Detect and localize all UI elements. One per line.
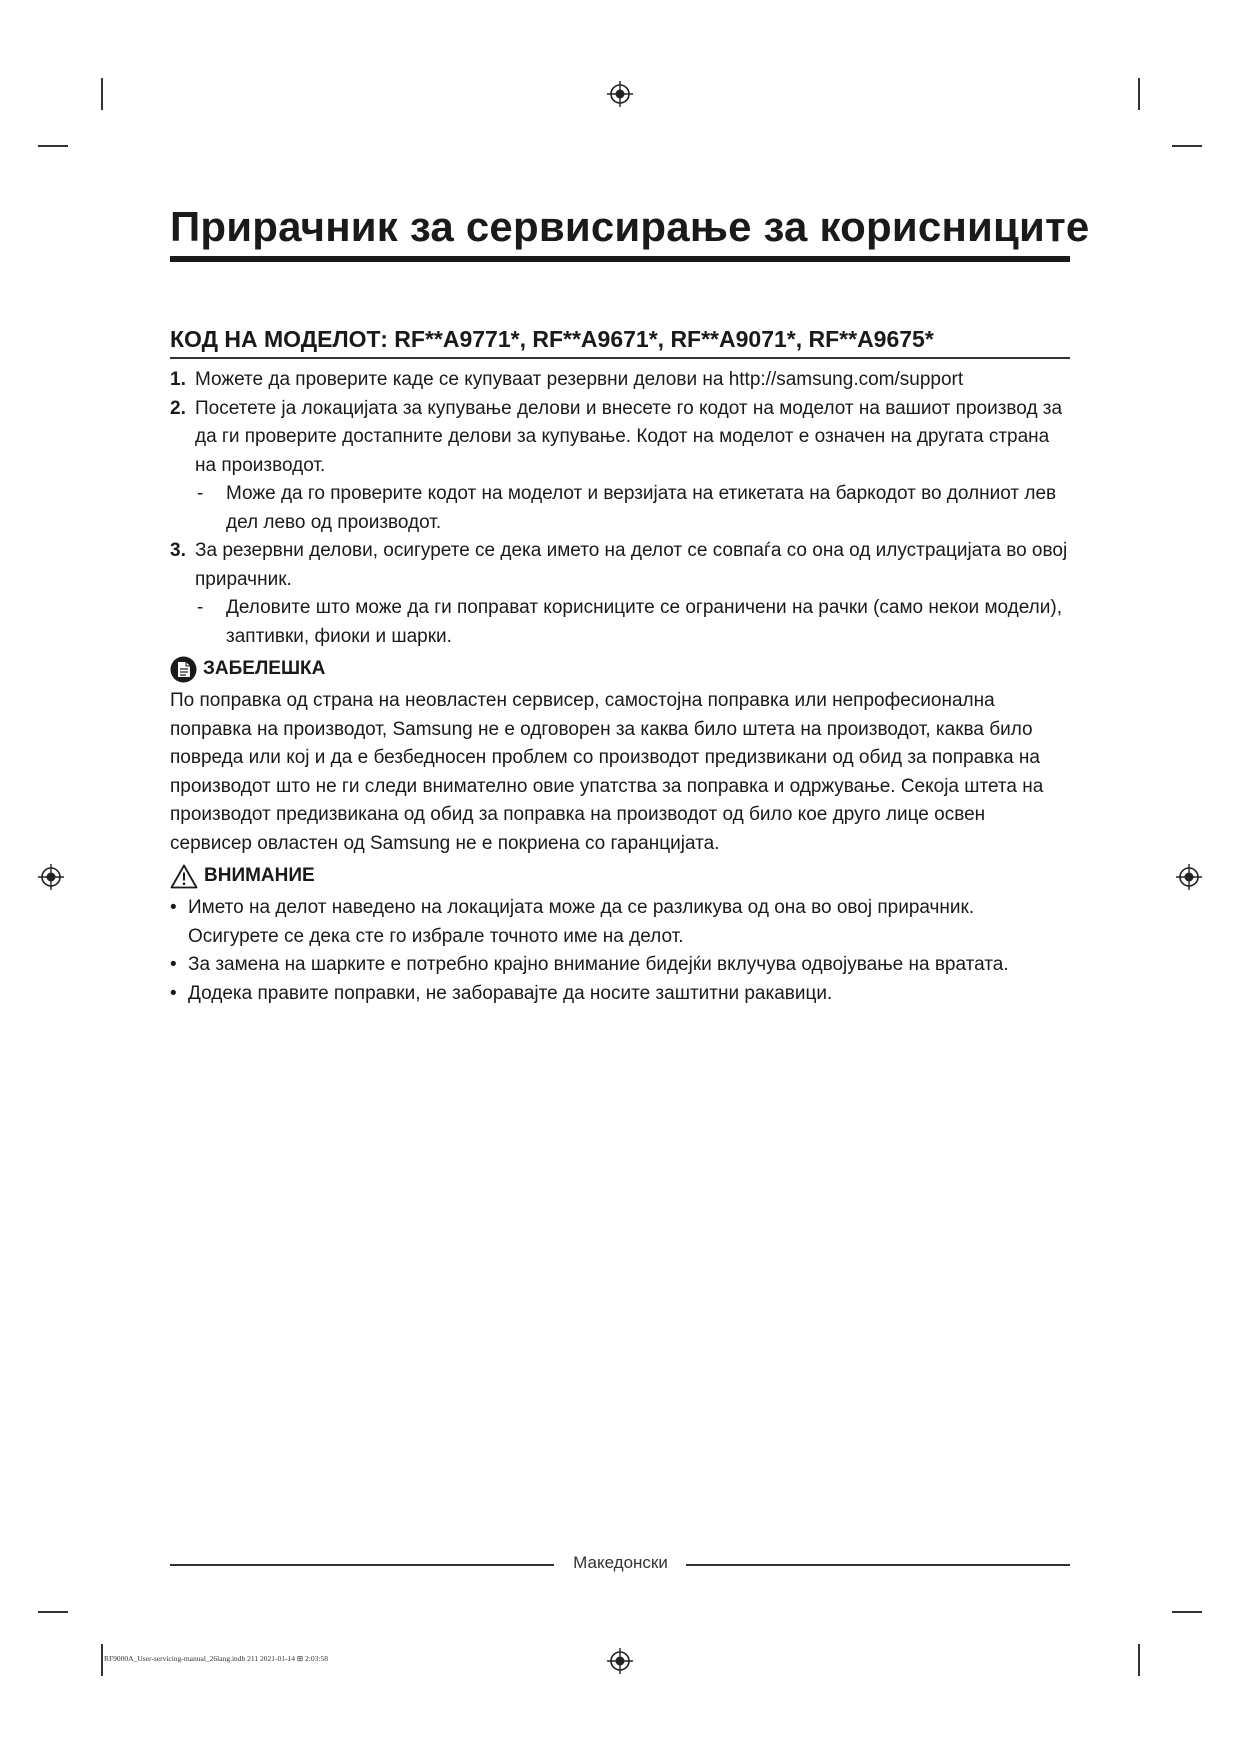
step-text: За резервни делови, осигурете се дека името на делот се совпаѓа со она од илустрацијата во овој прирачник. <box>195 540 1068 590</box>
caution-item <box>170 980 1070 1009</box>
caution-heading-label: ВНИМАНИЕ <box>204 864 315 886</box>
step-text: Можете да проверите каде се купуваат резервни делови на http://samsung.com/support <box>195 369 964 390</box>
bullet-marker: • <box>170 897 177 918</box>
crop-mark <box>1138 1644 1140 1676</box>
step-number: 3. <box>170 540 186 561</box>
bullet-marker: • <box>170 954 177 975</box>
step-item <box>170 395 1070 481</box>
crop-mark <box>101 78 103 110</box>
registration-mark-icon <box>1176 864 1202 890</box>
footer-language: Македонски <box>573 1553 668 1572</box>
registration-mark-icon <box>38 864 64 890</box>
section-divider <box>170 357 1070 359</box>
crop-mark <box>38 145 68 147</box>
caution-item <box>170 894 1070 951</box>
registration-mark-icon <box>607 1648 633 1674</box>
crop-mark <box>1172 1611 1202 1613</box>
step-subitem <box>170 480 1070 537</box>
caution-heading <box>170 862 1070 890</box>
print-metadata: RF9000A_User-servicing-manual_26lang.indb 211 2021-01-14 ⊞ 2:03:58 <box>104 1654 328 1663</box>
step-item <box>170 366 1070 395</box>
subitem-text: Може да го проверите кодот на моделот и верзијата на етикетата на баркодот во долниот лев дел лево од производот. <box>226 483 1057 533</box>
dash-marker: - <box>197 483 204 504</box>
step-number: 2. <box>170 397 186 419</box>
note-text: По поправка од страна на неовластен сервисер, самостојна поправка или непрофесионална поправка на производот, Samsung не е одговорен за каква било штета на производот, каква било повреда или кој и да е безбедносен проблем со производот предизвикани од обид за поправка на производот што не ги следи внимателно овие упатства за поправка и одржување. Секоја штета на производот предизвикана од обид за поправка на производот од било кое друго лице освен сервисер овластен од Samsung не е покриена со гаранцијата. <box>170 690 1044 854</box>
main-content <box>170 366 1070 1008</box>
crop-mark <box>101 1644 103 1676</box>
step-subitem <box>170 594 1070 651</box>
title-underline <box>170 256 1070 262</box>
step-text: Посетете ја локацијата за купување делови и внесете го кодот на моделот на вашиот производ за да ги проверите достапните делови за купување. Кодот на моделот е означен на другата страна на производот. <box>195 397 1063 476</box>
crop-mark <box>38 1611 68 1613</box>
caution-item-text: За замена на шарките е потребно крајно внимание бидејќи вклучува одвојување на вратата. <box>188 954 1009 975</box>
note-heading-label: ЗАБЕЛЕШКА <box>203 657 326 679</box>
caution-item-text: Името на делот наведено на локацијата може да се разликува од она во овој прирачник. Осигурете се дека сте го избрале точното име на делот. <box>188 897 975 947</box>
crop-mark <box>1172 145 1202 147</box>
note-icon <box>170 656 197 683</box>
step-item <box>170 537 1070 594</box>
page-title: Прирачник за сервисирање за корисниците <box>170 203 1090 250</box>
warning-triangle-icon <box>170 864 198 889</box>
crop-mark <box>1138 78 1140 110</box>
subitem-text: Деловите што може да ги поправат корисниците се ограничени на рачки (само некои модели), заптивки, фиоки и шарки. <box>226 597 1062 647</box>
bullet-marker: • <box>170 982 177 1004</box>
registration-mark-icon <box>607 81 633 107</box>
note-heading <box>170 655 1070 683</box>
model-code-heading: КОД НА МОДЕЛОТ: RF**A9771*, RF**A9671*, RF**A9071*, RF**A9675* <box>170 326 934 352</box>
step-number: 1. <box>170 369 186 390</box>
caution-item <box>170 951 1070 980</box>
dash-marker: - <box>197 597 204 618</box>
caution-item-text: Додека правите поправки, не заборавајте да носите заштитни ракавици. <box>188 982 833 1004</box>
